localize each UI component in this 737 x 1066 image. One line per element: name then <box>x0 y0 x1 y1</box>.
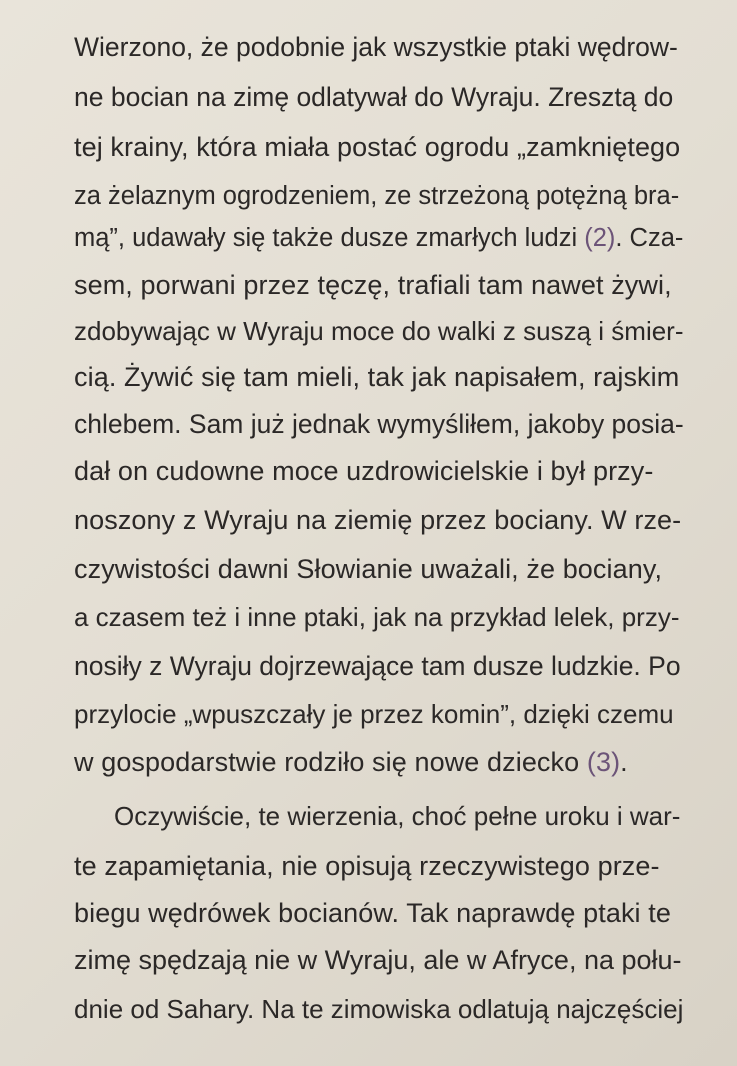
text-line: nosiły z Wyraju dojrzewające tam dusze ludzkie. Po <box>74 651 681 681</box>
text-line: dnie od Sahary. Na te zimowiska odlatują najczęściej <box>74 994 684 1024</box>
text-line: dał on cudowne moce uzdrowicielskie i był przy- <box>74 456 654 486</box>
text-line: w gospodarstwie rodziło się nowe dziecko (3). <box>74 747 628 777</box>
text-line: przylocie „wpuszczały je przez komin”, dzięki czemu <box>74 699 674 729</box>
text-line: sem, porwani przez tęczę, trafiali tam nawet żywi, <box>74 270 672 300</box>
text-line: noszony z Wyraju na ziemię przez bociany. W rze- <box>74 505 682 535</box>
footnote-reference: (3) <box>586 747 621 777</box>
text-line: za żelaznym ogrodzeniem, ze strzeżoną potężną bra- <box>74 182 680 210</box>
text-line: te zapamiętania, nie opisują rzeczywistego prze- <box>74 851 660 881</box>
text-line: zimę spędzają nie w Wyraju, ale w Afryce, na połu- <box>74 945 682 975</box>
text-line: Oczywiście, te wierzenia, choć pełne uroku i war- <box>114 801 681 831</box>
text-line: zdobywając w Wyraju moce do walki z suszą i śmier- <box>74 316 684 346</box>
text-line: biegu wędrówek bocianów. Tak naprawdę ptaki te <box>74 898 671 928</box>
text-line: ne bocian na zimę odlatywał do Wyraju. Zresztą do <box>74 82 674 112</box>
text-line: a czasem też i inne ptaki, jak na przykład lelek, przy- <box>74 602 680 632</box>
text-line: tej krainy, która miała postać ogrodu „zamkniętego <box>74 132 681 162</box>
text-line: Wierzono, że podobnie jak wszystkie ptaki wędrow- <box>74 32 678 62</box>
text-line: mą”, udawały się także dusze zmarłych ludzi (2). Cza- <box>74 224 684 252</box>
text-line: cią. Żywić się tam mieli, tak jak napisałem, rajskim <box>74 362 680 392</box>
text-line: chlebem. Sam już jednak wymyśliłem, jakoby posia- <box>74 409 684 439</box>
text-line: czywistości dawni Słowianie uważali, że bociany, <box>74 554 663 584</box>
footnote-reference: (2) <box>584 224 616 252</box>
